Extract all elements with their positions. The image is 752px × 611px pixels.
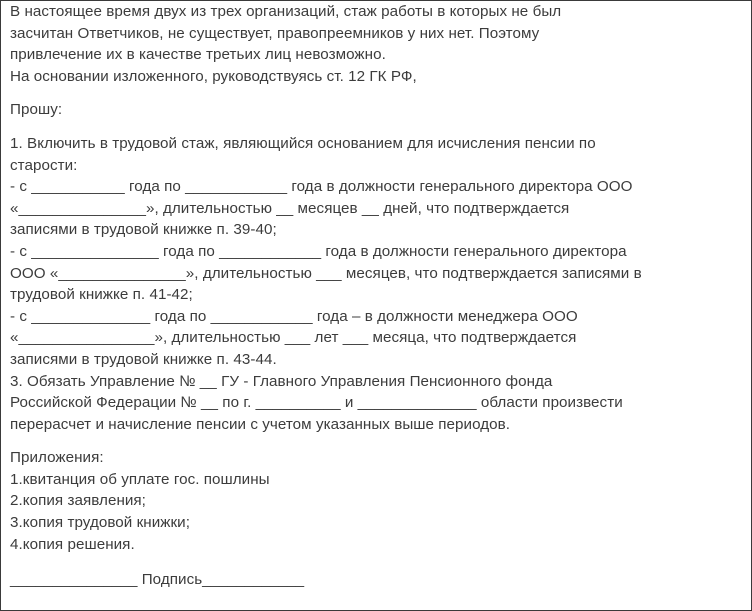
request-line-3: - с ___________ года по ____________ года в должности генерального директора ООО: [10, 178, 633, 196]
request-line-5: записями в трудовой книжке п. 39-40;: [10, 221, 277, 239]
request-line-10: «________________», длительностью ___ лет ___ месяца, что подтверждается: [10, 329, 577, 347]
request-heading: Прошу:: [10, 101, 63, 119]
request-line-8: трудовой книжке п. 41-42;: [10, 286, 193, 304]
request-line-14: перерасчет и начисление пенсии с учетом указанных выше периодов.: [10, 415, 511, 433]
request-line-4: «_______________», длительностью __ месяцев __ дней, что подтверждается: [10, 199, 570, 217]
request-line-6: - с _______________ года по ____________ года в должности генерального директора: [10, 242, 627, 260]
document-body: [10, 1, 746, 591]
request-line-13: Российской Федерации № __ по г. __________ и ______________ области произвести: [10, 394, 623, 412]
attachment-item-1: 1.квитанция об уплате гос. пошлины: [10, 470, 270, 488]
attachment-item-2: 2.копия заявления;: [10, 492, 146, 510]
request-line-7: ООО «_______________», длительностью ___ месяцев, что подтверждается записями в: [10, 264, 642, 282]
request-line-1: 1. Включить в трудовой стаж, являющийся основанием для исчисления пенсии по: [10, 134, 596, 152]
request-line-9: - с ______________ года по ____________ года – в должности менеджера ООО: [10, 307, 578, 325]
intro-line-2: засчитан Ответчиков, не существует, правопреемников у них нет. Поэтому: [10, 24, 540, 42]
request-line-2: старости:: [10, 156, 78, 174]
attachment-item-4: 4.копия решения.: [10, 535, 135, 553]
request-line-12: 3. Обязать Управление № __ ГУ - Главного Управления Пенсионного фонда: [10, 372, 553, 390]
intro-line-4: На основании изложенного, руководствуясь ст. 12 ГК РФ,: [10, 67, 417, 85]
intro-line-3: привлечение их в качестве третьих лиц невозможно.: [10, 46, 386, 64]
intro-line-1: В настоящее время двух из трех организаций, стаж работы в которых не был: [10, 3, 562, 20]
attachment-item-3: 3.копия трудовой книжки;: [10, 514, 190, 532]
signature-line: _______________ Подпись____________: [10, 571, 305, 589]
attachments-heading: Приложения:: [10, 449, 104, 467]
request-line-11: записями в трудовой книжке п. 43-44.: [10, 350, 277, 368]
